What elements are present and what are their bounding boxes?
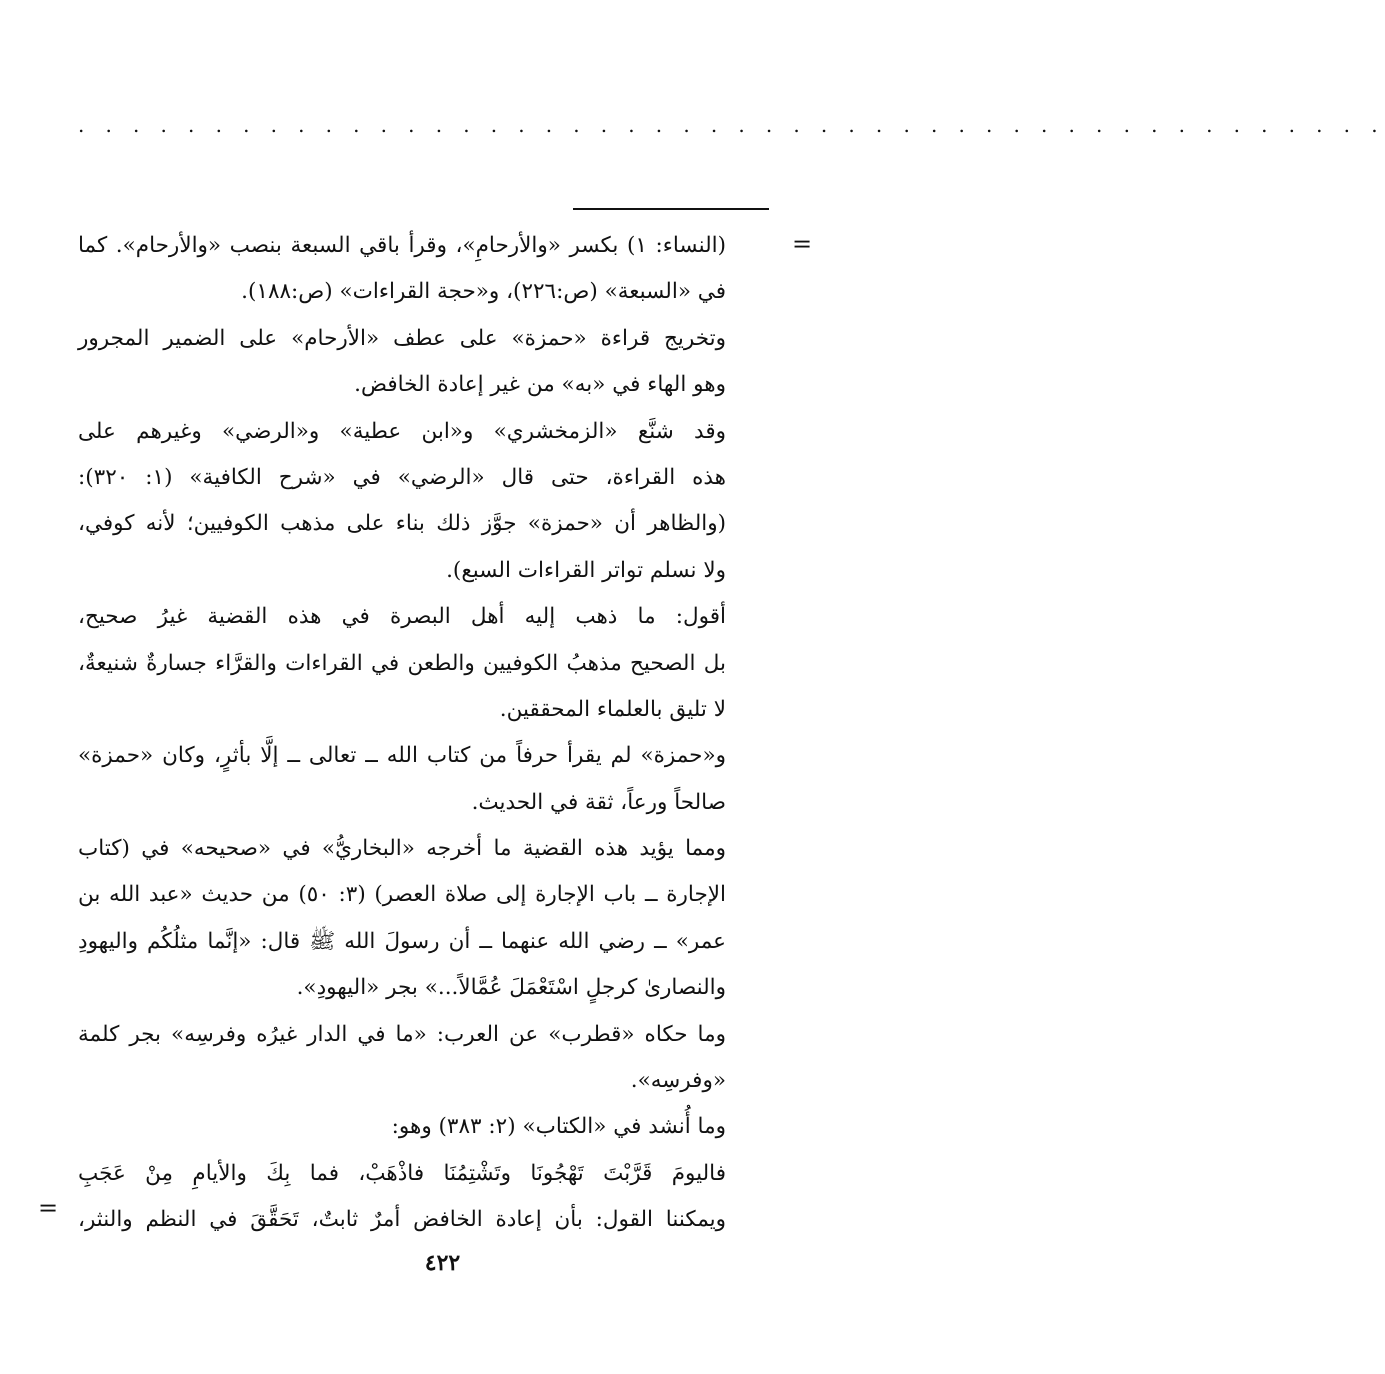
text-line: الإجارة ــ باب الإجارة إلى صلاة العصر) (٣: ٥٠) من حديث «عبد الله بن [78,882,727,908]
text-line: وقد شنَّع «الزمخشري» و«ابن عطية» و«الرضي» وغيرهم على [78,418,726,444]
footnote-rule [573,208,769,210]
text-line: ويمكننا القول: بأن إعادة الخافض أمرٌ ثابتٌ، تَحَقَّقَ في النظم والنثر، [78,1207,726,1233]
continuation-mark-bottom: = [38,1194,59,1222]
text-line: لا تليق بالعلماء المحققين. [499,696,726,722]
text-line: والنصارىٰ كرجلٍ اسْتَعْمَلَ عُمَّالاً...» بجر «اليهودِ». [296,975,726,1001]
text-line: (والظاهر أن «حمزة» جوَّز ذلك بناء على مذهب الكوفيين؛ لأنه كوفي، [78,511,726,537]
text-line: وما حكاه «قطرب» عن العرب: «ما في الدار غيرُه وفرسِه» بجر كلمة [78,1021,726,1047]
text-line: أقول: ما ذهب إليه أهل البصرة في هذه القضية غيرُ صحيح، [78,604,726,630]
text-line: (النساء: ١) بكسر «والأرحامِ»، وقرأ باقي السبعة بنصب «والأرحام». كما [78,233,726,258]
text-line: صالحاً ورعاً، ثقة في الحديث. [471,789,726,815]
text-line: عمر» ــ رضي الله عنهما ــ أن رسولَ الله ﷺ قال: «إنَّما مثلُكُم واليهودِ [78,928,726,954]
text-line: ولا نسلم تواتر القراءات السبع). [446,557,726,583]
text-line: وما أُنشد في «الكتاب» (٢: ٣٨٣) وهو: [391,1114,726,1140]
footnote-text [78,223,726,1244]
page-number: ٤٢٢ [424,1250,461,1276]
text-line: و«حمزة» لم يقرأ حرفاً من كتاب الله ــ تعالى ــ إلَّا بأثرٍ، وكان «حمزة» [78,743,726,769]
text-line: بل الصحيح مذهبُ الكوفيين والطعن في القراءات والقرَّاء جسارةٌ شنيعةٌ، [78,650,726,676]
continuation-mark-top: = [792,230,813,258]
text-line: «وفرسِه». [630,1068,726,1094]
text-line: وتخريج قراءة «حمزة» على عطف «الأرحام» على الضمير المجرور [78,325,726,351]
text-line: في «السبعة» (ص:٢٢٦)، و«حجة القراءات» (ص:١٨٨). [241,279,726,305]
poetry-line: فاليومَ قَرَّبْتَ تَهْجُونَا وتَشْتِمُنَا فاذْهَبْ، فما بِكَ والأيامِ مِنْ عَجَبِ [78,1160,726,1186]
text-line: ومما يؤيد هذه القضية ما أخرجه «البخاريُّ» في «صحيحه» في (كتاب [78,836,726,862]
dotted-separator: . . . . . . . . . . . . . . . . . . . . . . . . . . . . . . . . . . . . . . . . . . . . . . . . [78,113,1385,137]
text-line: وهو الهاء في «به» من غير إعادة الخافض. [354,372,726,398]
text-line: هذه القراءة، حتى قال «الرضي» في «شرح الكافية» (١: ٣٢٠): [78,464,726,490]
